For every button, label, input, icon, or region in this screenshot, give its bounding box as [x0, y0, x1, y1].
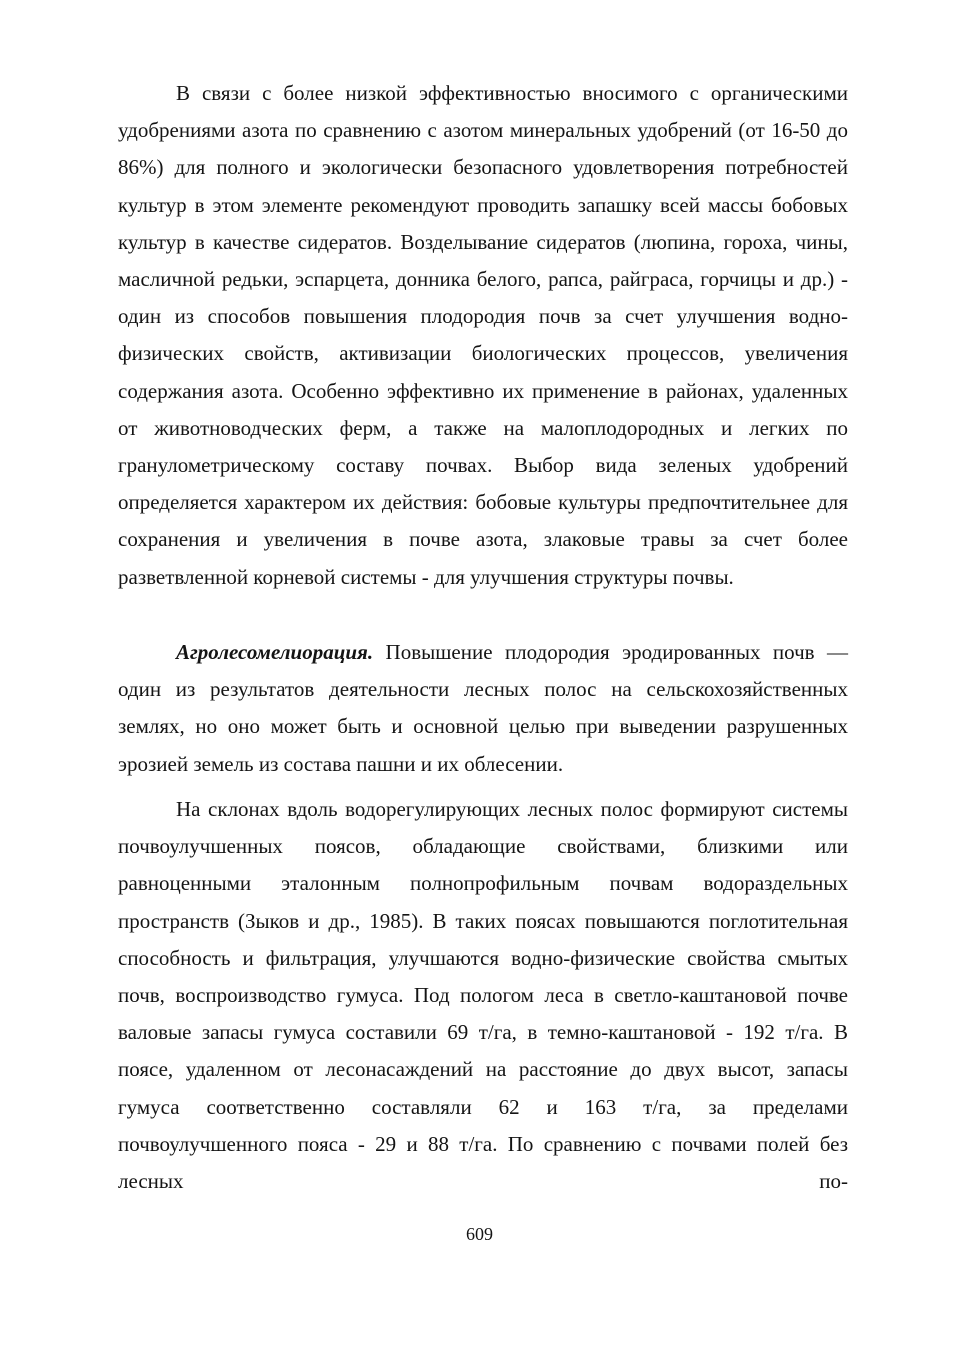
paragraph-green-manure: [118, 75, 848, 596]
paragraph-body: Повышение плодородия эродированных почв — один из результатов деятельности лесных полос на сельскохозяйственных землях, но оно может быть и основной целью при выведении разрушенных эрозией земель из состава пашни и их облесении.: [118, 640, 848, 776]
paragraph-body: В связи с более низкой эффективностью вносимого с органическими удобрениями азота по сравнению с азотом минеральных удобрений (от 16-50 до 86%) для полного и экологически безопасного удовлетворения потребностей культур в этом элементе рекомендуют проводить запашку всей массы бобовых культур в качестве сидератов. Возделывание сидератов (люпина, гороха, чины, масличной редьки, эспарцета, донника белого, рапса, райграса, горчицы и др.) - один из способов повышения плодородия почв за счет улучшения водно-физических свойств, активизации биологических процессов, увеличения содержания азота. Особенно эффективно их применение в районах, удаленных от животноводческих ферм, а также на малоплодородных и легких по гранулометрическому составу почвах. Выбор вида зеленых удобрений определяется характером их действия: бобовые культуры предпочтительнее для сохранения и увеличения в почве азота, злаковые травы за счет более разветвленной корневой системы - для улучшения структуры почвы.: [118, 81, 848, 589]
page-number: 609: [466, 1224, 493, 1244]
paragraph-heading: Агролесомелиорация.: [176, 640, 374, 664]
paragraph-slope-belts: [118, 791, 848, 1200]
paragraph-body: На склонах вдоль водорегулирующих лесных полос формируют системы почвоулучшенных поясов, обладающие свойствами, близкими или равноценными эталонным полнопрофильным почвам водораздельных пространств (Зыков и др., 1985). В таких поясах повышаются поглотительная способность и фильтрация, улучшаются водно-физические свойства смытых почв, воспроизводство гумуса. Под пологом леса в светло-каштановой почве валовые запасы гумуса составили 69 т/га, в темно-каштановой - 192 т/га. В поясе, удаленном от лесонасаждений на расстояние до двух высот, запасы гумуса соответственно составляли 62 и 163 т/га, за пределами почвоулучшенного пояса - 29 и 88 т/га. По сравнению с почвами полей без лесных по-: [118, 797, 848, 1194]
paragraph-agroforestry: [118, 634, 848, 783]
